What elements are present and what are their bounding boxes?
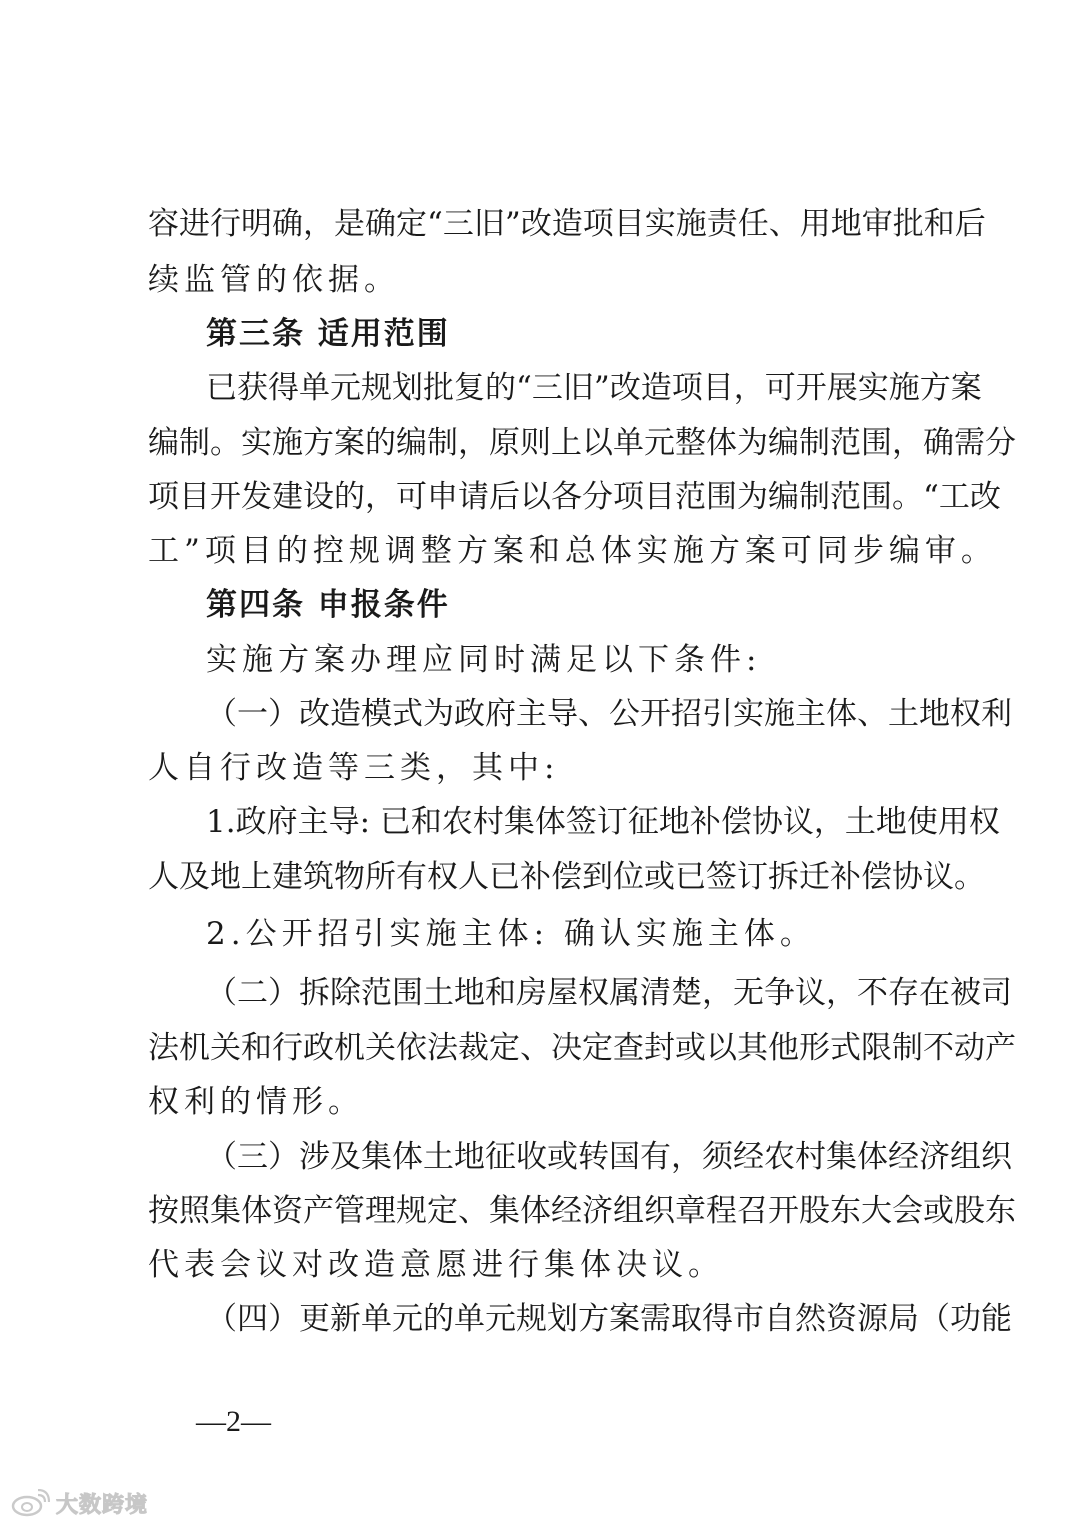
weibo-logo-icon (10, 1489, 50, 1517)
text-line: 工”项目的控规调整方案和总体实施方案可同步编审。 (148, 533, 997, 569)
text-line: 续监管的依据。 (148, 262, 400, 298)
text-line: 编制。实施方案的编制，原则上以单元整体为编制范围，确需分 (148, 425, 1016, 461)
text-line: 人自行改造等三类，其中: (148, 750, 560, 786)
text-line: （二）拆除范围土地和房屋权属清楚，无争议，不存在被司 (206, 975, 1012, 1011)
text-line: 实施方案办理应同时满足以下条件: (206, 642, 762, 678)
text-line: 2.公开招引实施主体: 确认实施主体。 (206, 916, 816, 952)
text-line: 人及地上建筑物所有权人已补偿到位或已签订拆迁补偿协议。 (148, 859, 985, 895)
article-heading: 第四条 申报条件 (206, 587, 450, 623)
watermark-text: 大数跨境 (56, 1492, 149, 1518)
text-line: 项目开发建设的，可申请后以各分项目范围为编制范围。“工改 (148, 479, 1001, 515)
text-line: 容进行明确，是确定“三旧”改造项目实施责任、用地审批和后 (148, 206, 986, 242)
text-line: 已获得单元规划批复的“三旧”改造项目，可开展实施方案 (206, 370, 982, 406)
text-line: 按照集体资产管理规定、集体经济组织章程召开股东大会或股东 (148, 1193, 1016, 1229)
text-line: 法机关和行政机关依法裁定、决定查封或以其他形式限制不动产 (148, 1030, 1016, 1066)
text-line: （三）涉及集体土地征收或转国有，须经农村集体经济组织 (206, 1139, 1012, 1175)
watermark (10, 1486, 148, 1520)
text-line: 1.政府主导: 已和农村集体签订征地补偿协议，土地使用权 (206, 804, 1000, 840)
text-line: 代表会议对改造意愿进行集体决议。 (148, 1247, 724, 1283)
text-line: （一）改造模式为政府主导、公开招引实施主体、土地权利 (206, 696, 1012, 732)
article-heading: 第三条 适用范围 (206, 316, 450, 352)
text-line: 权利的情形。 (148, 1084, 364, 1120)
page-number: —2— (196, 1405, 271, 1438)
text-line: （四）更新单元的单元规划方案需取得市自然资源局（功能 (206, 1301, 1012, 1337)
